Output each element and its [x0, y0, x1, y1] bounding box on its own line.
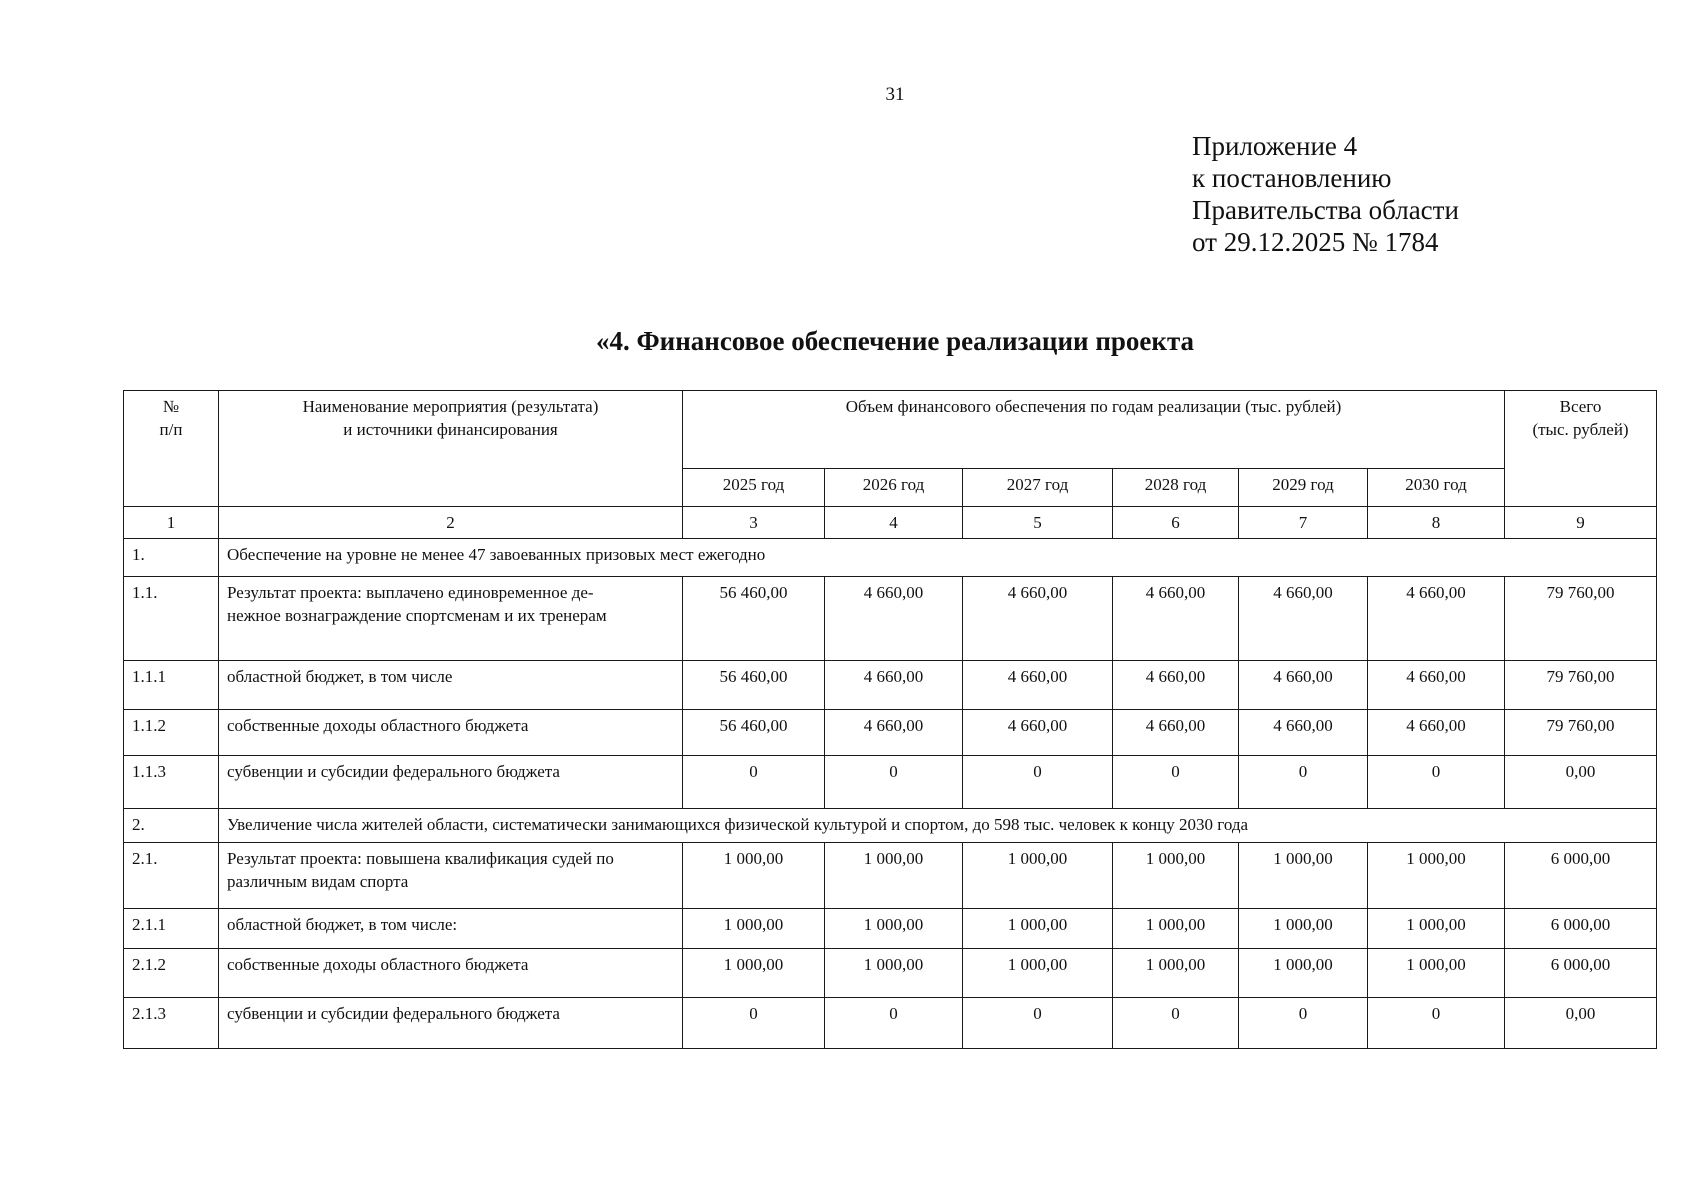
section-title: «4. Финансовое обеспечение реализации проекта: [595, 326, 1195, 356]
row-name: Увеличение числа жителей области, систематически занимающихся физической культурой и спортом, до 598 тыс. человек к концу 2030 года: [219, 809, 1657, 843]
row-value-year-5: 4 660,00: [1239, 661, 1368, 710]
row-name: Результат проекта: повышена квалификация судей по различным видам спорта: [219, 843, 683, 909]
row-name: субвенции и субсидии федерального бюджета: [219, 998, 683, 1049]
row-value-year-2: 0: [825, 998, 963, 1049]
row-value-year-1: 1 000,00: [683, 909, 825, 949]
header-year-2: 2026 год: [825, 469, 963, 507]
row-value-year-3: 4 660,00: [963, 661, 1113, 710]
column-number-3: 3: [683, 507, 825, 539]
row-value-year-5: 1 000,00: [1239, 909, 1368, 949]
header-year-3: 2027 год: [963, 469, 1113, 507]
column-number-7: 7: [1239, 507, 1368, 539]
row-value-year-1: 56 460,00: [683, 661, 825, 710]
row-value-year-2: 0: [825, 756, 963, 809]
row-value-year-4: 4 660,00: [1113, 661, 1239, 710]
column-number-5: 5: [963, 507, 1113, 539]
row-total: 0,00: [1505, 998, 1657, 1049]
table-row: [124, 756, 1657, 809]
row-value-year-3: 1 000,00: [963, 949, 1113, 998]
header-year-6: 2030 год: [1368, 469, 1505, 507]
appendix-line-1: Приложение 4: [1192, 131, 1358, 161]
table-row: [124, 809, 1657, 843]
row-value-year-4: 0: [1113, 756, 1239, 809]
table-row: [124, 710, 1657, 756]
row-value-year-2: 1 000,00: [825, 909, 963, 949]
row-number: 1.1.1: [124, 661, 219, 710]
row-value-year-6: 1 000,00: [1368, 909, 1505, 949]
row-total: 6 000,00: [1505, 843, 1657, 909]
row-name: Обеспечение на уровне не менее 47 завоеванных призовых мест ежегодно: [219, 539, 1657, 577]
row-value-year-2: 1 000,00: [825, 949, 963, 998]
row-value-year-1: 0: [683, 998, 825, 1049]
header-num: № п/п: [124, 391, 219, 507]
table-row: [124, 949, 1657, 998]
row-value-year-5: 1 000,00: [1239, 949, 1368, 998]
row-total: 79 760,00: [1505, 577, 1657, 661]
row-value-year-2: 4 660,00: [825, 661, 963, 710]
row-name: областной бюджет, в том числе:: [219, 909, 683, 949]
row-value-year-2: 1 000,00: [825, 843, 963, 909]
row-value-year-6: 4 660,00: [1368, 710, 1505, 756]
row-value-year-3: 0: [963, 998, 1113, 1049]
row-value-year-1: 0: [683, 756, 825, 809]
row-value-year-1: 56 460,00: [683, 577, 825, 661]
financing-table: [123, 390, 1657, 1049]
row-number: 1.1.3: [124, 756, 219, 809]
row-value-year-6: 4 660,00: [1368, 661, 1505, 710]
row-value-year-6: 1 000,00: [1368, 949, 1505, 998]
row-number: 2.1.2: [124, 949, 219, 998]
row-value-year-6: 0: [1368, 998, 1505, 1049]
row-value-year-2: 4 660,00: [825, 710, 963, 756]
row-value-year-1: 1 000,00: [683, 843, 825, 909]
row-number: 2.: [124, 809, 219, 843]
appendix-line-4: от 29.12.2025 № 1784: [1192, 227, 1439, 257]
row-total: 6 000,00: [1505, 949, 1657, 998]
row-value-year-5: 0: [1239, 756, 1368, 809]
header-year-4: 2028 год: [1113, 469, 1239, 507]
row-value-year-4: 1 000,00: [1113, 843, 1239, 909]
header-name: Наименование мероприятия (результата) и источники финансирования: [219, 391, 683, 507]
header-total: Всего (тыс. рублей): [1505, 391, 1657, 507]
row-value-year-5: 0: [1239, 998, 1368, 1049]
row-value-year-3: 1 000,00: [963, 909, 1113, 949]
row-value-year-4: 1 000,00: [1113, 949, 1239, 998]
row-number: 1.: [124, 539, 219, 577]
column-number-4: 4: [825, 507, 963, 539]
row-value-year-3: 4 660,00: [963, 577, 1113, 661]
table-row: [124, 577, 1657, 661]
row-name: субвенции и субсидии федерального бюджета: [219, 756, 683, 809]
row-number: 2.1.1: [124, 909, 219, 949]
row-name: областной бюджет, в том числе: [219, 661, 683, 710]
row-value-year-6: 1 000,00: [1368, 843, 1505, 909]
column-number-8: 8: [1368, 507, 1505, 539]
page-number: 31: [885, 84, 905, 105]
row-total: 79 760,00: [1505, 661, 1657, 710]
row-number: 2.1.: [124, 843, 219, 909]
column-number-2: 2: [219, 507, 683, 539]
row-value-year-5: 4 660,00: [1239, 577, 1368, 661]
row-value-year-5: 4 660,00: [1239, 710, 1368, 756]
column-number-9: 9: [1505, 507, 1657, 539]
header-volume: Объем финансового обеспечения по годам реализации (тыс. рублей): [683, 391, 1505, 469]
table-row: [124, 661, 1657, 710]
row-number: 2.1.3: [124, 998, 219, 1049]
row-value-year-3: 1 000,00: [963, 843, 1113, 909]
table-row: [124, 843, 1657, 909]
appendix-line-2: к постановлению: [1192, 163, 1392, 193]
row-name: Результат проекта: выплачено единовременное де- нежное вознаграждение спортсменам и их тренерам: [219, 577, 683, 661]
table-row: [124, 998, 1657, 1049]
row-total: 6 000,00: [1505, 909, 1657, 949]
appendix-block: [1192, 130, 1459, 258]
row-number: 1.1.: [124, 577, 219, 661]
row-name: собственные доходы областного бюджета: [219, 949, 683, 998]
row-value-year-3: 0: [963, 756, 1113, 809]
row-value-year-4: 1 000,00: [1113, 909, 1239, 949]
column-number-1: 1: [124, 507, 219, 539]
appendix-line-3: Правительства области: [1192, 195, 1459, 225]
row-number: 1.1.2: [124, 710, 219, 756]
row-value-year-5: 1 000,00: [1239, 843, 1368, 909]
row-value-year-6: 4 660,00: [1368, 577, 1505, 661]
row-name: собственные доходы областного бюджета: [219, 710, 683, 756]
row-value-year-4: 4 660,00: [1113, 577, 1239, 661]
row-total: 79 760,00: [1505, 710, 1657, 756]
header-year-5: 2029 год: [1239, 469, 1368, 507]
table-row: [124, 909, 1657, 949]
row-value-year-1: 56 460,00: [683, 710, 825, 756]
table-row: [124, 539, 1657, 577]
row-value-year-4: 4 660,00: [1113, 710, 1239, 756]
row-value-year-2: 4 660,00: [825, 577, 963, 661]
row-value-year-3: 4 660,00: [963, 710, 1113, 756]
row-value-year-6: 0: [1368, 756, 1505, 809]
header-year-1: 2025 год: [683, 469, 825, 507]
column-number-6: 6: [1113, 507, 1239, 539]
row-total: 0,00: [1505, 756, 1657, 809]
row-value-year-4: 0: [1113, 998, 1239, 1049]
row-value-year-1: 1 000,00: [683, 949, 825, 998]
